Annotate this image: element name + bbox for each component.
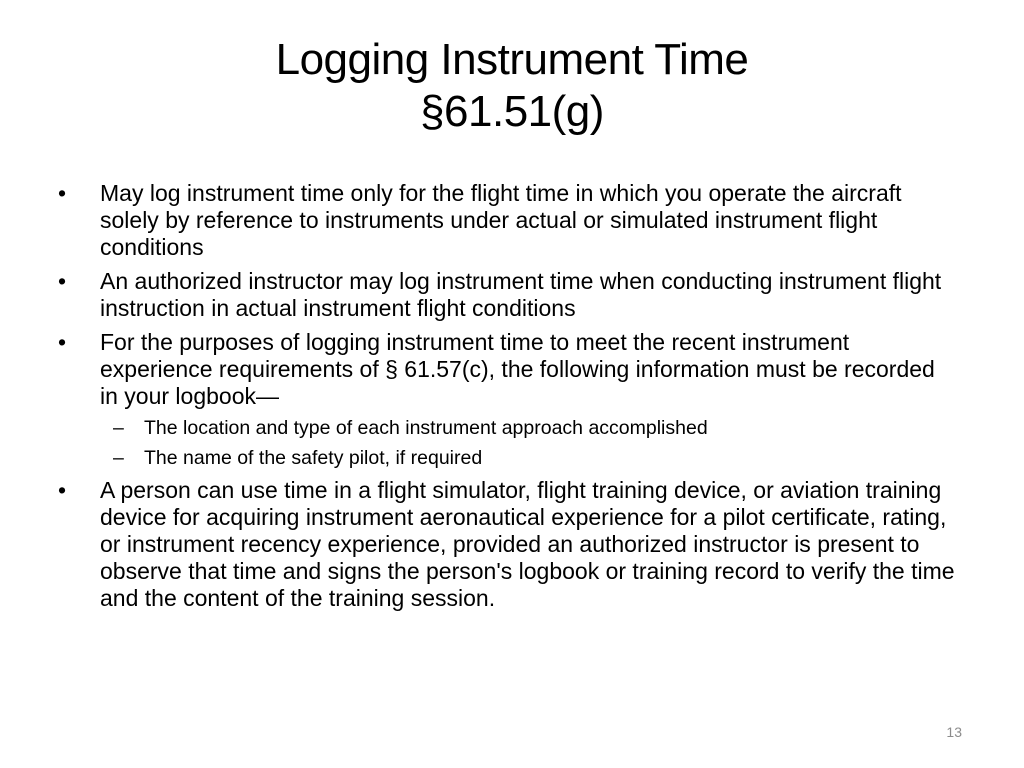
bullet-icon: • (58, 180, 67, 206)
sub-bullet-item (100, 416, 958, 440)
slide-title-line-1: Logging Instrument Time (275, 35, 749, 84)
slide-body (58, 180, 958, 619)
bullet-icon: • (58, 329, 67, 355)
page-number: 13 (946, 724, 962, 740)
bullet-text: May log instrument time only for the flight time in which you operate the aircraft solely by reference to instruments under actual or simulated instrument flight conditions (100, 180, 902, 260)
slide-title-line-2: §61.51(g) (420, 87, 604, 136)
bullet-item (58, 180, 958, 261)
bullet-list (58, 180, 958, 612)
bullet-icon: • (58, 268, 67, 294)
slide-title (60, 34, 964, 138)
sub-bullet-text: The location and type of each instrument approach accomplished (144, 417, 708, 439)
dash-icon: – (113, 447, 124, 469)
sub-bullet-list (100, 416, 958, 470)
bullet-item (58, 268, 958, 322)
bullet-item (58, 477, 958, 612)
bullet-text: A person can use time in a flight simulator, flight training device, or aviation training device for acquiring instrument aeronautical experience for a pilot certificate, rating, or instrument recency experience, provided an authorized instructor is present to observe that time and signs the person's logbook or training record to verify the time and the content of the training session. (100, 477, 955, 611)
bullet-text: An authorized instructor may log instrument time when conducting instrument flight instruction in actual instrument flight conditions (100, 268, 942, 321)
bullet-icon: • (58, 477, 67, 503)
bullet-item (58, 329, 958, 470)
sub-bullet-text: The name of the safety pilot, if required (144, 447, 483, 469)
sub-bullet-item (100, 446, 958, 470)
bullet-text: For the purposes of logging instrument time to meet the recent instrument experience requirements of § 61.57(c), the following information must be recorded in your logbook— (100, 329, 935, 409)
dash-icon: – (113, 417, 124, 439)
